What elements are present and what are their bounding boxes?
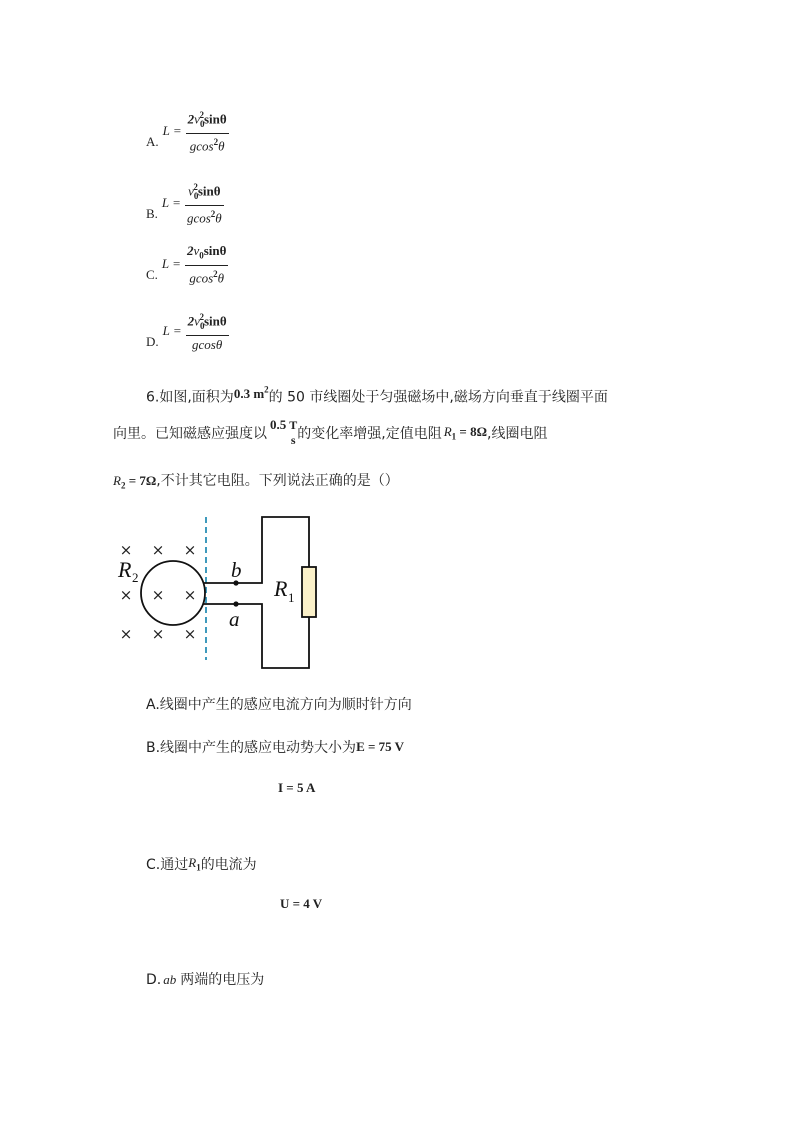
label-r2: R xyxy=(118,557,132,582)
label-r1: R xyxy=(274,576,288,601)
coil-leads xyxy=(203,583,236,604)
r1-value: $R_1 = 8\Omega$ xyxy=(443,424,487,442)
answer-c[interactable]: C.通过$R_1$的电流为 xyxy=(146,855,257,873)
equation-lhs: L = xyxy=(162,122,182,138)
svg-text:×: × xyxy=(183,586,197,604)
equation-lhs: L = xyxy=(161,194,181,210)
option-letter: A. xyxy=(146,133,159,149)
label-a: a xyxy=(229,607,240,631)
answer-d[interactable]: D. ab 两端的电压为 xyxy=(146,972,265,988)
label-b: b xyxy=(231,558,242,582)
label-r1-sub: 1 xyxy=(288,590,295,605)
option-letter: C. xyxy=(146,266,158,282)
option-letter: B. xyxy=(146,205,158,221)
svg-text:×: × xyxy=(183,541,197,559)
current-equation: I = 5 A xyxy=(278,780,316,795)
equation-lhs: L = xyxy=(161,255,181,271)
voltage-equation: U = 4 V xyxy=(280,896,323,911)
r1-symbol: $R_1$ xyxy=(188,855,201,873)
svg-text:×: × xyxy=(119,541,133,559)
answer-b[interactable]: B.线圈中产生的感应电动势大小为E = 75 V xyxy=(146,739,405,756)
area-value: 0.3 $m^2$ xyxy=(233,385,269,402)
equation-lhs: L = xyxy=(162,322,182,338)
label-r2-sub: 2 xyxy=(132,570,139,585)
svg-text:×: × xyxy=(183,625,197,643)
svg-text:×: × xyxy=(119,625,133,643)
resistor-r1 xyxy=(302,567,316,617)
circuit-figure xyxy=(110,505,340,680)
svg-text:×: × xyxy=(151,625,165,643)
answer-a[interactable]: A.线圈中产生的感应电流方向为顺时针方向 xyxy=(146,697,412,713)
question-6-line-1: 6.如图,面积为0.3 $m^2$的 50 市线圈处于匀强磁场中,磁场方向垂直于线圈平面 xyxy=(146,385,608,406)
option-letter: D. xyxy=(146,333,159,349)
ab-symbol: ab xyxy=(163,972,177,987)
question-6-line-3: $R_2 = 7\Omega$,不计其它电阻。下列说法正确的是（） xyxy=(113,473,399,491)
emf-value: E = 75 V xyxy=(356,739,405,754)
option-a[interactable] xyxy=(146,108,229,153)
fraction: $\frac{2v_0^2\sin\theta}{gcos\theta}$ xyxy=(187,312,227,352)
external-wire xyxy=(236,517,309,668)
fraction: $\frac{2v_0^2\sin\theta}{gcos^2\theta}$ xyxy=(187,110,227,154)
question-6-line-2: 向里。已知磁感应强度以 0.5 T s 的变化率增强,定值电阻 $R_1 = 8\Omega$ ,线圈电阻 xyxy=(113,417,548,447)
fraction: $\frac{v_0^2\sin\theta}{gcos^2\theta}$ xyxy=(186,182,222,226)
option-d[interactable] xyxy=(146,310,229,352)
svg-text:×: × xyxy=(151,541,165,559)
r2-value: $R_2 = 7\Omega$ xyxy=(113,473,157,491)
fraction: $\frac{2v_0\sin\theta}{gcos^2\theta}$ xyxy=(186,243,227,285)
option-b[interactable] xyxy=(146,180,224,225)
option-c[interactable] xyxy=(146,243,228,285)
svg-text:×: × xyxy=(119,586,133,604)
rate-value: 0.5 xyxy=(270,417,287,432)
rate-unit: T s xyxy=(289,418,298,447)
svg-text:×: × xyxy=(151,586,165,604)
